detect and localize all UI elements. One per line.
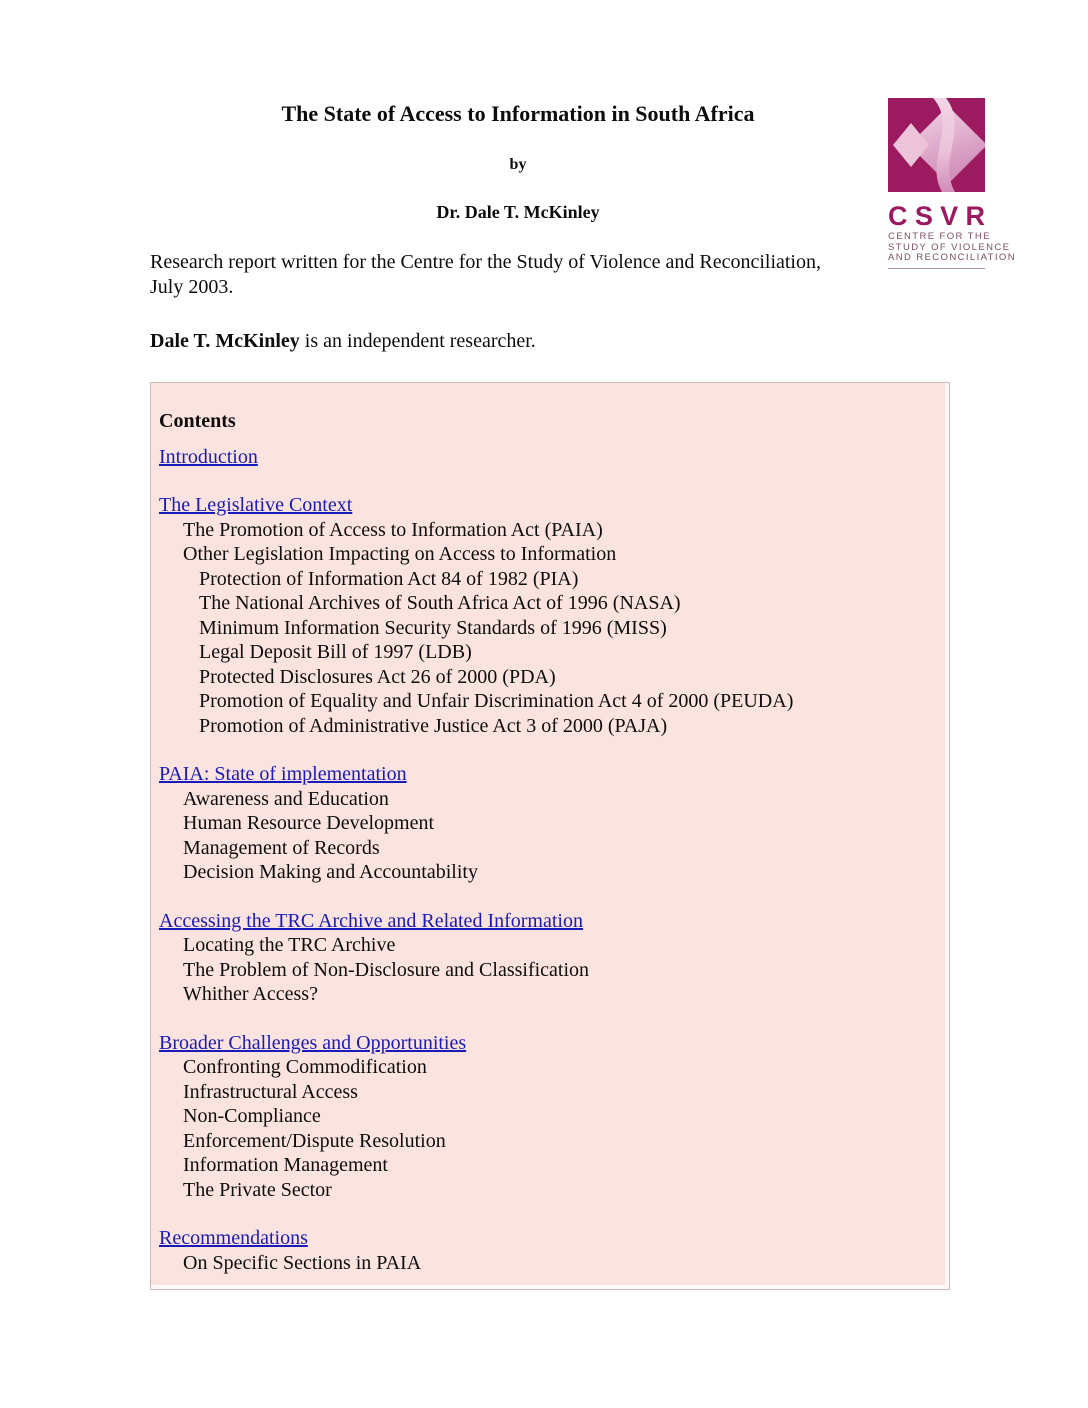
- author-bio: [150, 330, 1088, 353]
- contents-box: [150, 382, 950, 1290]
- toc-item: Management of Records: [183, 836, 380, 859]
- logo-tagline-line: AND RECONCILIATION: [888, 252, 1016, 263]
- toc-item: The National Archives of South Africa Act of 1996 (NASA): [199, 592, 681, 615]
- logo-tagline-line: STUDY OF VIOLENCE: [888, 241, 1011, 253]
- toc-item: Infrastructural Access: [183, 1080, 358, 1103]
- logo-tagline-line: CENTRE FOR THE: [888, 231, 991, 242]
- csvr-logo-mark-icon: [888, 98, 985, 192]
- toc-item: Non-Compliance: [183, 1105, 321, 1128]
- logo-acronym: [888, 203, 985, 229]
- contents-sections: [159, 445, 937, 1276]
- report-note-line2: July 2003.: [150, 276, 234, 299]
- toc-link-introduction[interactable]: Introduction: [159, 445, 258, 468]
- toc-item: Human Resource Development: [183, 812, 435, 835]
- logo-tagline: [888, 231, 1016, 264]
- toc-link-trc-archive[interactable]: Accessing the TRC Archive and Related Information: [159, 909, 583, 932]
- logo-letter: C: [888, 201, 908, 231]
- logo-letter: V: [940, 201, 959, 231]
- logo-letter: R: [965, 201, 985, 231]
- author-bio-name: Dale T. McKinley: [150, 330, 300, 353]
- toc-item: On Specific Sections in PAIA: [183, 1251, 422, 1274]
- toc-item: The Problem of Non-Disclosure and Classification: [183, 958, 590, 981]
- contents-heading: Contents: [159, 410, 236, 433]
- toc-link-paia-implementation[interactable]: PAIA: State of implementation: [159, 763, 407, 786]
- toc-item: Information Management: [183, 1154, 388, 1177]
- author-name: Dr. Dale T. McKinley: [436, 202, 600, 223]
- toc-item: Protected Disclosures Act 26 of 2000 (PDA): [199, 665, 556, 688]
- toc-item: Whither Access?: [183, 983, 318, 1006]
- report-note-line1: Research report written for the Centre for the Study of Violence and Reconciliation,: [150, 251, 821, 274]
- toc-item: The Promotion of Access to Information Act (PAIA): [183, 518, 603, 541]
- logo-rule: [888, 268, 985, 269]
- toc-link-recommendations[interactable]: Recommendations: [159, 1227, 308, 1250]
- toc-item: Awareness and Education: [183, 787, 389, 810]
- toc-item: Locating the TRC Archive: [183, 934, 396, 957]
- toc-section-recommendations: [159, 1226, 937, 1275]
- toc-section-paia-implementation: [159, 762, 937, 885]
- logo-letter: S: [914, 201, 933, 231]
- toc-link-legislative-context[interactable]: The Legislative Context: [159, 494, 353, 517]
- author-bio-rest: is an independent researcher.: [299, 330, 536, 353]
- title-block: [150, 0, 886, 223]
- toc-item: Decision Making and Accountability: [183, 861, 478, 884]
- report-note: [150, 250, 890, 300]
- page-title: The State of Access to Information in South Africa: [281, 101, 755, 126]
- toc-section-broader-challenges: [159, 1031, 937, 1203]
- byline: by: [509, 156, 527, 174]
- toc-item: The Private Sector: [183, 1178, 332, 1201]
- toc-item: Enforcement/Dispute Resolution: [183, 1129, 446, 1152]
- toc-item: Confronting Commodification: [183, 1056, 427, 1079]
- toc-item: Protection of Information Act 84 of 1982 (PIA): [199, 567, 579, 590]
- toc-link-broader-challenges[interactable]: Broader Challenges and Opportunities: [159, 1031, 467, 1054]
- toc-item: Legal Deposit Bill of 1997 (LDB): [199, 641, 472, 664]
- toc-item: Other Legislation Impacting on Access to Information: [183, 543, 617, 566]
- toc-section-trc-archive: [159, 909, 937, 1007]
- toc-section-legislative-context: [159, 493, 937, 738]
- toc-item: Promotion of Equality and Unfair Discrimination Act 4 of 2000 (PEUDA): [199, 690, 794, 713]
- toc-item: Promotion of Administrative Justice Act 3 of 2000 (PAJA): [199, 714, 668, 737]
- toc-section-introduction: [159, 445, 937, 470]
- csvr-logo: [888, 98, 1016, 269]
- toc-item: Minimum Information Security Standards of 1996 (MISS): [199, 616, 667, 639]
